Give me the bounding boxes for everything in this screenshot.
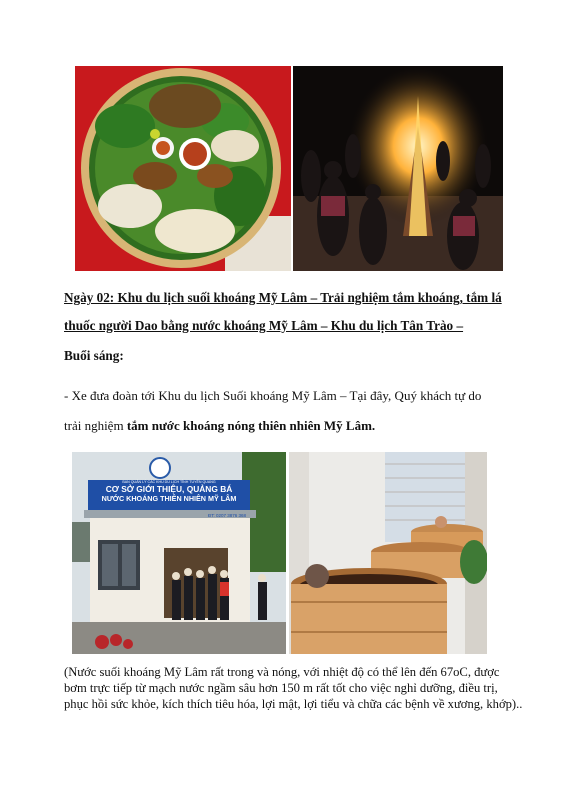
food-platter-photo bbox=[75, 66, 291, 271]
day-heading-line2: thuốc người Dao bằng nước khoáng Mỹ Lâm – Khu du lịch Tân Trào – bbox=[64, 318, 464, 333]
bonfire-photo bbox=[293, 66, 503, 271]
day-heading-line1: Ngày 02: Khu du lịch suối khoáng Mỹ Lâm – Trải nghiệm tắm khoáng, tắm lá bbox=[64, 290, 502, 305]
mineral-water-caption: (Nước suối khoáng Mỹ Lâm rất trong và nóng, với nhiệt độ có thể lên đến 67oC, được bơm trực tiếp từ mạch nước ngầm sâu hơn 150 m rất tốt cho việc nghỉ dưỡng, điều trị, phục hồi sức khỏe, kích thích tiêu hóa, lợi mật, lợi tiểu và chữa các bệnh về xương, khớp).. bbox=[64, 665, 523, 711]
mineral-water-center-photo bbox=[72, 452, 286, 654]
sign-line2: NƯỚC KHOÁNG THIÊN NHIÊN MỸ LÂM bbox=[101, 494, 237, 503]
sign-phone: ĐT: 0207 3876 368 bbox=[207, 513, 246, 518]
sign-top-text: BAN QUẢN LÝ CÁC KHU DU LỊCH TỈNH TUYÊN QUANG bbox=[122, 480, 216, 484]
itinerary-line2 bbox=[64, 418, 375, 433]
itinerary-line2-text: trải nghiệm bbox=[64, 418, 127, 433]
sign-line1: CƠ SỞ GIỚI THIỆU, QUẢNG BÁ bbox=[105, 484, 233, 494]
center-sign bbox=[88, 480, 250, 518]
itinerary-line1: - Xe đưa đoàn tới Khu du lịch Suối khoáng Mỹ Lâm – Tại đây, Quý khách tự do bbox=[64, 388, 482, 403]
session-label: Buổi sáng: bbox=[64, 348, 124, 363]
wooden-bath-tubs-photo bbox=[289, 452, 487, 654]
itinerary-line2-bold: tắm nước khoáng nóng thiên nhiên Mỹ Lâm. bbox=[126, 418, 376, 433]
